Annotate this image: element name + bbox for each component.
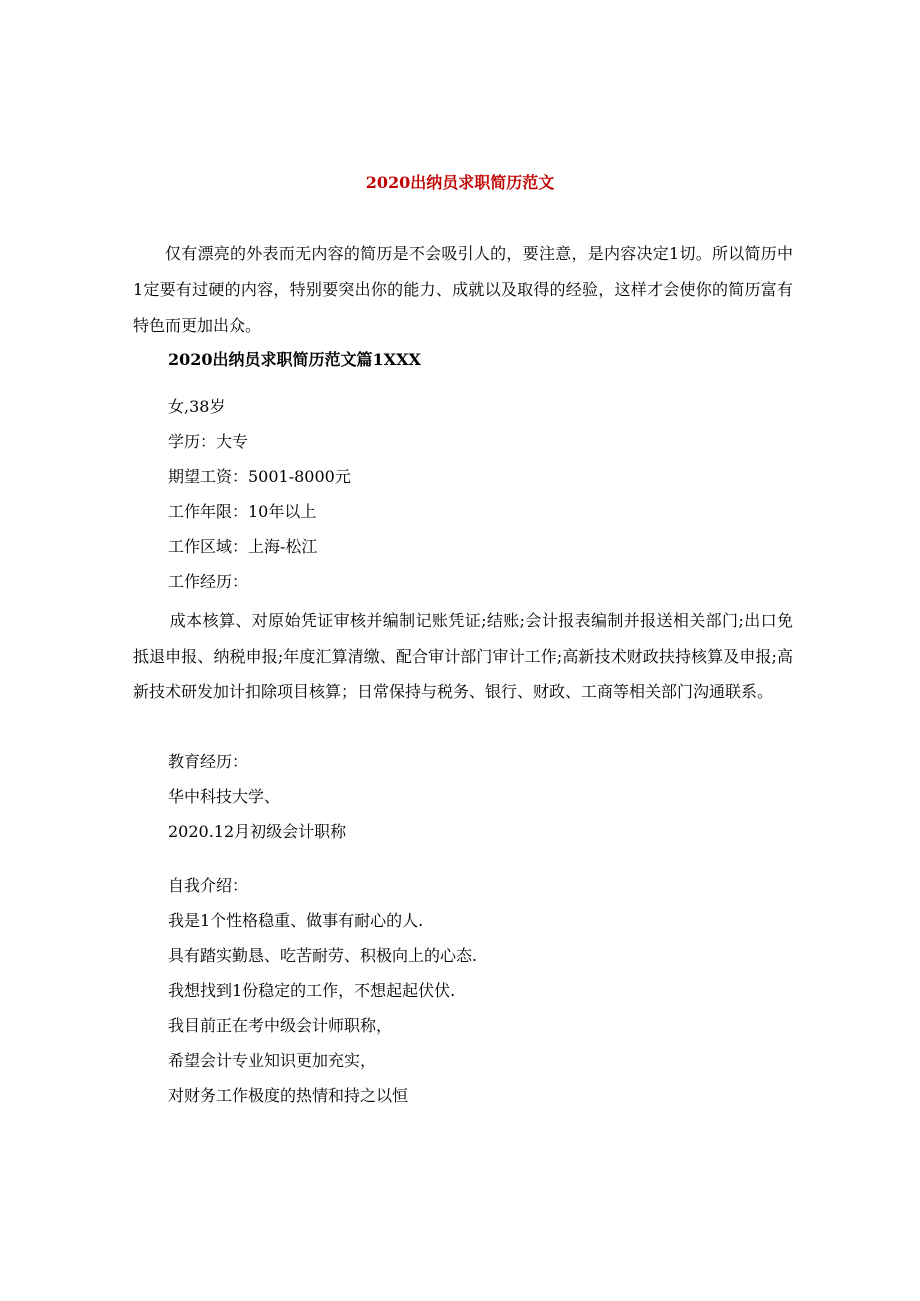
work-experience-label: 工作经历： bbox=[168, 572, 249, 591]
self-intro-line: 我目前正在考中级会计师职称， bbox=[168, 1016, 393, 1035]
intro-paragraph: 仅有漂亮的外表而无内容的简历是不会吸引人的，要注意，是内容决定1切。所以简历中1定要有过硬的内容，特别要突出你的能力、成就以及取得的经验，这样才会使你的简历富有特色而更加出众。 bbox=[133, 244, 793, 335]
education-level: 学历：大专 bbox=[168, 432, 249, 451]
expected-salary: 期望工资：5001-8000元 bbox=[168, 467, 351, 486]
document-title: 2020出纳员求职简历范文 bbox=[365, 173, 555, 192]
self-intro-line: 我是1个性格稳重、做事有耐心的人. bbox=[168, 911, 424, 930]
education-label: 教育经历： bbox=[168, 752, 249, 771]
section-heading: 2020出纳员求职简历范文篇1XXX bbox=[168, 350, 421, 369]
certificate: 2020.12月初级会计职称 bbox=[168, 822, 347, 841]
self-intro-line: 我想找到1份稳定的工作，不想起起伏伏. bbox=[168, 981, 456, 1000]
gender-age: 女,38岁 bbox=[168, 397, 226, 416]
self-intro-line: 具有踏实勤恳、吃苦耐劳、积极向上的心态. bbox=[168, 946, 478, 965]
work-area: 工作区域：上海-松江 bbox=[168, 537, 318, 556]
university: 华中科技大学、 bbox=[168, 787, 281, 806]
work-years: 工作年限：10年以上 bbox=[168, 502, 317, 521]
self-intro-line: 希望会计专业知识更加充实， bbox=[168, 1051, 377, 1070]
self-intro-line: 对财务工作极度的热情和持之以恒 bbox=[168, 1086, 409, 1105]
work-experience-paragraph: 成本核算、对原始凭证审核并编制记账凭证;结账;会计报表编制并报送相关部门;出口免抵退申报、纳税申报;年度汇算清缴、配合审计部门审计工作;高新技术财政扶持核算及申报;高新技术研发加计扣除项目核算；日常保持与税务、银行、财政、工商等相关部门沟通联系。 bbox=[133, 611, 793, 701]
self-intro-label: 自我介绍： bbox=[168, 876, 249, 895]
